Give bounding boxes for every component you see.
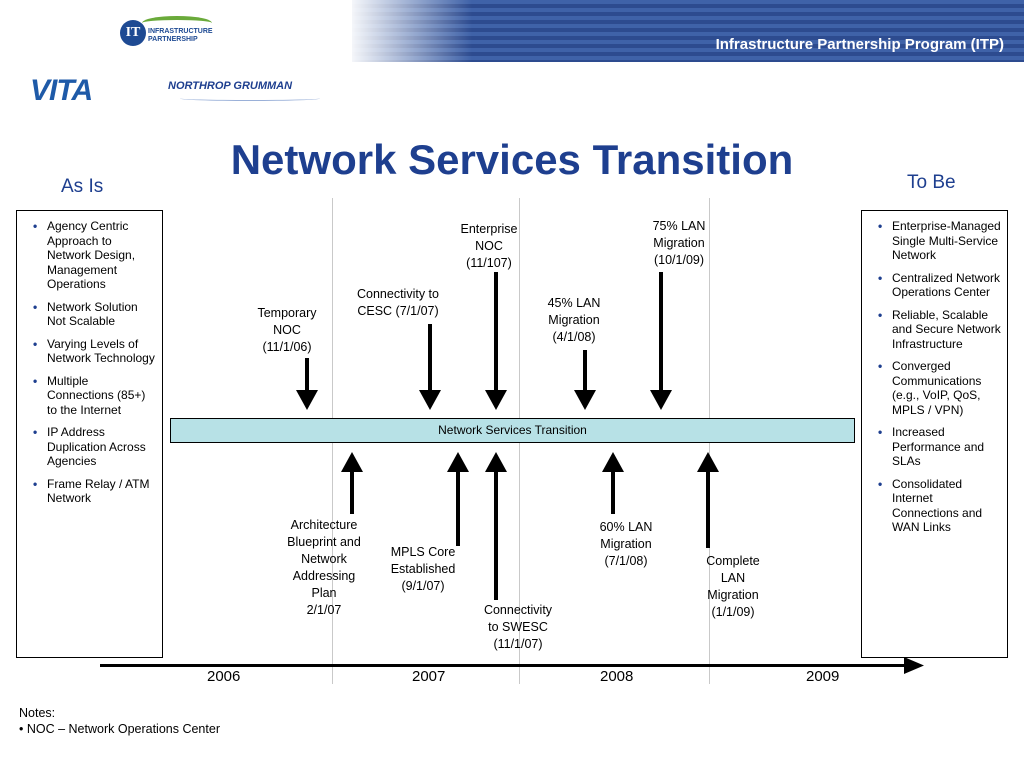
northrop-grumman-logo-swoosh <box>180 96 320 101</box>
year-label-2007: 2007 <box>412 668 446 685</box>
down-arrow-connectivity-cesc <box>419 324 441 410</box>
to-be-item: • Consolidated Internet Connections and WAN Links <box>892 477 1001 535</box>
milestone-label-connectivity-swesc: Connectivity to SWESC (11/1/07) <box>483 603 553 651</box>
northrop-grumman-logo: NORTHROP GRUMMAN <box>168 80 293 92</box>
as-is-item: • IP Address Duplication Across Agencies <box>47 425 156 469</box>
milestone-label-temporary-noc: Temporary NOC (11/1/06) <box>257 306 317 354</box>
to-be-item: • Reliable, Scalable and Secure Network Infrastructure <box>892 308 1001 352</box>
as-is-item: • Varying Levels of Network Technology <box>47 337 156 366</box>
to-be-item: • Enterprise-Managed Single Multi-Service Network <box>892 219 1001 263</box>
as-is-item: • Agency Centric Approach to Network Design, Management Operations <box>47 219 156 292</box>
notes <box>19 705 220 737</box>
milestone-label-75-lan: 75% LAN Migration (10/1/09) <box>652 219 706 267</box>
as-is-item: • Multiple Connections (85+) to the Internet <box>47 374 156 418</box>
to-be-item: • Centralized Network Operations Center <box>892 271 1001 300</box>
to-be-item: • Converged Communications (e.g., VoIP, QoS, MPLS / VPN) <box>892 359 1001 417</box>
to-be-item: • Increased Performance and SLAs <box>892 425 1001 469</box>
itp-logo: IT <box>120 20 146 46</box>
year-label-2006: 2006 <box>207 668 241 685</box>
down-arrow-45-lan <box>574 350 596 410</box>
as-is-box <box>16 210 163 658</box>
to-be-list <box>874 219 1001 535</box>
as-is-heading: As Is <box>61 176 104 197</box>
program-title: Infrastructure Partnership Program (ITP) <box>715 36 1004 53</box>
milestone-label-enterprise-noc: Enterprise NOC (11/107) <box>460 222 518 270</box>
up-arrow-complete-lan <box>697 452 719 548</box>
year-label-2009: 2009 <box>806 668 840 685</box>
up-arrow-mpls-core <box>447 452 469 546</box>
down-arrow-75-lan <box>650 272 672 410</box>
milestone-label-60-lan: 60% LAN Migration (7/1/08) <box>599 520 653 568</box>
as-is-item: • Frame Relay / ATM Network <box>47 477 156 506</box>
up-arrow-connectivity-swesc <box>485 452 507 600</box>
milestone-label-45-lan: 45% LAN Migration (4/1/08) <box>547 296 601 344</box>
to-be-box <box>861 210 1008 658</box>
itp-logo-text: INFRASTRUCTURE PARTNERSHIP <box>148 28 213 43</box>
year-label-2008: 2008 <box>600 668 634 685</box>
as-is-list <box>29 219 156 506</box>
milestone-label-complete-lan: Complete LAN Migration (1/1/09) <box>706 554 760 619</box>
milestone-label-architecture-blueprint: Architecture Blueprint and Network Addressing Plan 2/1/07 <box>287 518 361 617</box>
notes-heading: Notes: <box>19 706 56 720</box>
vita-logo: VITA <box>30 74 93 107</box>
transition-bar: Network Services Transition <box>170 418 855 443</box>
down-arrow-enterprise-noc <box>485 272 507 410</box>
down-arrow-temporary-noc <box>296 358 318 410</box>
up-arrow-architecture-blueprint <box>341 452 363 514</box>
milestone-label-connectivity-cesc: Connectivity to CESC (7/1/07) <box>357 287 439 318</box>
milestone-label-mpls-core: MPLS Core Established (9/1/07) <box>390 545 456 593</box>
up-arrow-60-lan <box>602 452 624 514</box>
as-is-item: • Network Solution Not Scalable <box>47 300 156 329</box>
page-title: Network Services Transition <box>230 136 794 183</box>
to-be-heading: To Be <box>907 172 956 193</box>
header-banner-fade <box>352 0 472 62</box>
notes-item: • NOC – Network Operations Center <box>19 722 220 736</box>
